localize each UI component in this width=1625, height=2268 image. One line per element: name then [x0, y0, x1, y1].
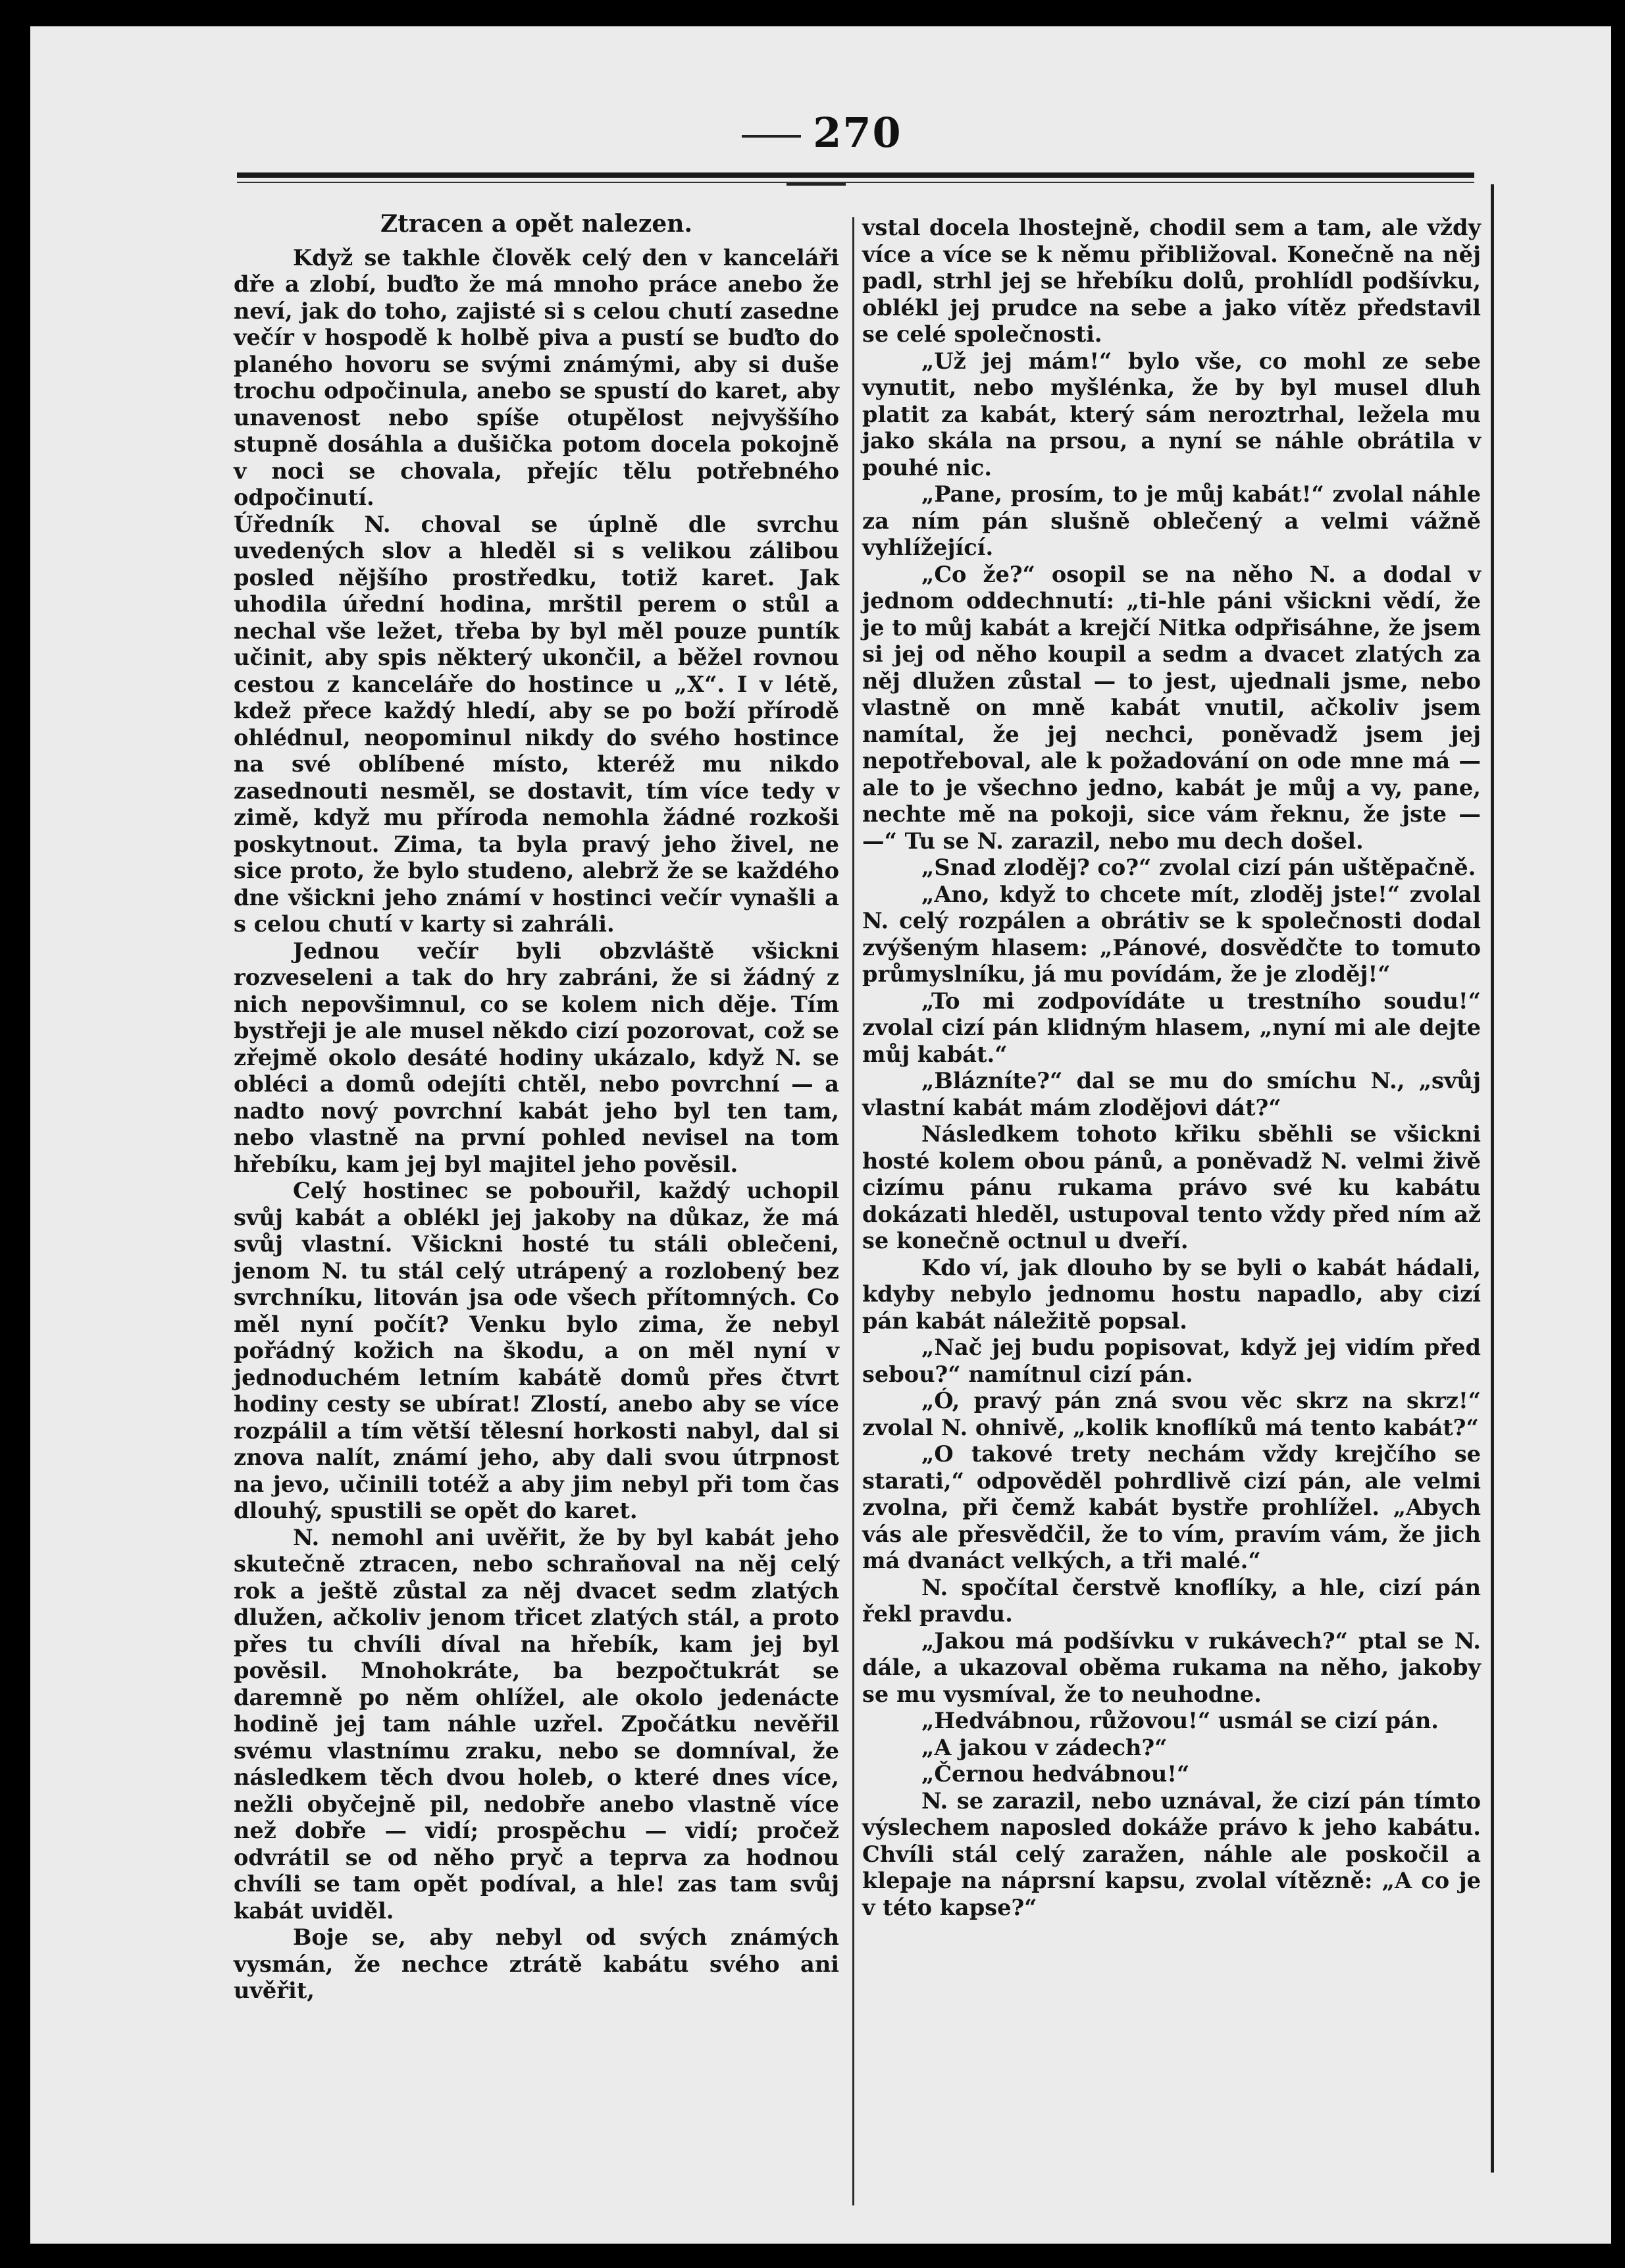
paragraph: N. se zarazil, nebo uznával, že cizí pán tímto výslechem naposled dokáže právo k jeho kabátu. Chvíli stál celý zaražen, náhle ale poskočil a klepaje na náprsní kapsu, zvolal vítězně: „A co je v této kapse?“ — [862, 1787, 1481, 1920]
paragraph: Když se takhle člověk celý den v kanceláři dře a zlobí, buďto že má mnoho práce anebo že neví, jak do toho, zajisté si s celou chutí zasedne večír v hospodě k holbě piva a pustí se buďto do planého hovoru se svými známými, aby si duše trochu odpočinula, anebo se spustí do karet, aby unavenost nebo spíše otupělost nejvyššího stupně dosáhla a dušička potom docela pokojně v noci se chovala, přejíc tělu potřebného odpočinutí. — [234, 244, 839, 510]
header-rule — [237, 172, 1474, 178]
paragraph: „Ano, když to chcete mít, zloděj jste!“ zvolal N. celý rozpálen a obrátiv se k společnosti dodal zvýšeným hlasem: „Pánové, dosvědčte to tomuto průmyslníku, já mu povídám, že je zloděj!“ — [862, 880, 1481, 987]
paragraph: N. nemohl ani uvěřit, že by byl kabát jeho skutečně ztracen, nebo schraňoval na něj celý rok a ještě zůstal za něj dvacet sedm zlatých dlužen, ačkoliv jenom třicet zlatých stál, a proto přes tu chvíli díval na hřebík, kam jej byl pověsil. Mnohokráte, ba bezpočtukrát se daremně po něm ohlížel, ale okolo jedenácte hodině jej tam náhle uzřel. Zpočátku nevěřil svému vlastnímu zraku, nebo se domníval, že následkem těch dvou holeb, o které dnes více, nežli obyčejně pil, nedobře anebo vlastně více než dobře — vidí; prospěchu — vidí; pročež odvrátil se od něho pryč a teprva za hodnou chvíli se tam opět podíval, a hle! zas tam svůj kabát uviděl. — [234, 1523, 839, 1924]
paragraph: vstal docela lhostejně, chodil sem a tam, ale vždy více a více se k němu přibližoval. Konečně na něj padl, strhl jej se hřebíku dolů, prohlídl podšívku, oblékl jej prudce na sebe a jako vítěz představil se celé společnosti. — [862, 214, 1481, 347]
paragraph: „Už jej mám!“ bylo vše, co mohl ze sebe vynutit, nebo myšlénka, že by byl musel dluh platit za kabát, který sám neroztrhal, ležela mu jako skála na prsou, a nyní se náhle obrátila v pouhé nic. — [862, 347, 1481, 481]
paragraph: Jednou večír byli obzvláště všickni rozveseleni a tak do hry zabráni, že si žádný z nich nepovšimnul, co se kolem nich děje. Tím bystřeji je ale musel někdo cizí pozorovat, což se zřejmě okolo desáté hodiny ukázalo, když N. se obléci a domů odejíti chtěl, nebo povrchní — a nadto nový povrchní kabát jeho byl ten tam, nebo vlastně na první pohled nevisel na tom hřebíku, kam jej byl majitel jeho pověsil. — [234, 937, 839, 1177]
paragraph: Úředník N. choval se úplně dle svrchu uvedených slov a hleděl si s velikou zálibou posled nějšího prostředku, totiž karet. Jak uhodila úřední hodina, mrštil perem o stůl a nechal vše ležet, třeba by byl měl pouze puntík učinit, aby spis některý ukončil, a běžel rovnou cestou z kanceláře do hostince u „X“. I v létě, kdež přece každý hledí, aby se po boží přírodě ohlédnul, neopominul nikdy do svého hostince na své oblíbené místo, kteréž mu nikdo zasednouti nesměl, se dostavit, tím více tedy v zimě, když mu příroda nemohla žádné rozkoši poskytnout. Zima, ta byla pravý jeho živel, ne sice proto, že bylo studeno, alebrž že se každého dne všickni jeho známí v hostinci večír vynašli a s celou chutí v karty si zahráli. — [234, 510, 839, 937]
article-title: Ztracen a opět nalezen. — [380, 210, 692, 238]
paragraph: „A jakou v zádech?“ — [921, 1733, 1168, 1760]
paragraph: Boje se, aby nebyl od svých známých vysmán, že nechce ztrátě kabátu svého ani uvěřit, — [234, 1924, 839, 2003]
paragraph: „Hedvábnou, růžovou!“ usmál se cizí pán. — [921, 1707, 1439, 1733]
paragraph: Celý hostinec se pobouřil, každý uchopil svůj kabát a oblékl jej jakoby na důkaz, že má svůj vlastní. Všickni hosté tu stáli oblečeni, jenom N. tu stál celý utrápený a rozlobený bez svrchníku, litován jsa ode všech přítomných. Co měl nyní počít? Venku bylo zima, že nebyl pořádný kožich na škodu, a on měl nyní v jednoduchém letním kabátě domů přes čtvrt hodiny cesty se ubírat! Zlostí, anebo aby se více rozpálil a tím větší tělesní horkosti nabyl, dal si znova nalít, známí jeho, aby dali svou útrpnost na jevo, učinili totéž a aby jim nebyl při tom čas dlouhý, spustili se opět do karet. — [234, 1177, 839, 1523]
header-rule-thin — [237, 182, 1474, 183]
column-divider — [852, 217, 854, 2205]
paragraph: „Jakou má podšívku v rukávech?“ ptal se N. dále, a ukazoval oběma rukama na něho, jakoby se mu vysmíval, že to neuhodne. — [862, 1627, 1481, 1707]
paragraph: „O takové trety nechám vždy krejčího se starati,“ odpověděl pohrdlivě cizí pán, ale velmi zvolna, při čemž kabát bystře prohlížel. „Abych vás ale přesvědčil, že to vím, pravím vám, že jich má dvanáct velkých, a tři malé.“ — [862, 1440, 1481, 1573]
paragraph: N. spočítal čerstvě knoflíky, a hle, cizí pán řekl pravdu. — [862, 1573, 1481, 1627]
paragraph: „Pane, prosím, to je můj kabát!“ zvolal náhle za ním pán slušně oblečený a velmi vážně vyhlížející. — [862, 481, 1481, 560]
right-column — [862, 214, 1481, 1920]
paragraph: „Blázníte?“ dal se mu do smíchu N., „svůj vlastní kabát mám zlodějovi dát?“ — [862, 1067, 1481, 1121]
paragraph: „Snad zloděj? co?“ zvolal cizí pán uštěpačně. — [921, 854, 1476, 880]
paragraph: „Nač jej budu popisovat, když jej vidím před sebou?“ namítnul cizí pán. — [862, 1334, 1481, 1387]
right-border-rule — [1491, 184, 1494, 2173]
page-number: 270 — [717, 109, 915, 205]
left-column — [234, 211, 839, 2004]
paragraph: Kdo ví, jak dlouho by se byli o kabát hádali, kdyby nebylo jednomu hostu napadlo, aby cizí pán kabát náležitě popsal. — [862, 1253, 1481, 1334]
paragraph: Následkem tohoto křiku sběhli se všickni hosté kolem obou pánů, a poněvadž N. velmi živě cizímu pánu rukama právo své ku kabátu dokázati hleděl, ustupoval tento vždy před ním až se konečně octnul u dveří. — [862, 1121, 1481, 1253]
paragraph: „Ó, pravý pán zná svou věc skrz na skrz!“ zvolal N. ohnivě, „kolik knoflíků má tento kabát?“ — [862, 1387, 1481, 1440]
paragraph: „Co že?“ osopil se na něho N. a dodal v jednom oddechnutí: „ti-hle páni všickni vědí, že je to můj kabát a krejčí Nitka odpřisáhne, že jsem si jej od něho koupil a sedm a dvacet zlatých za něj dlužen zůstal — to jest, ujednali jsme, nebo vlastně on mně kabát vnutil, ačkoliv jsem namítal, že jej nechci, poněvadž jsem jej nepotřeboval, ale k požadování on ode mne má — ale to je všechno jedno, kabát je můj a vy, pane, nechte mě na pokoji, sice vám řeknu, že jste — —“ Tu se N. zarazil, nebo mu dech došel. — [862, 560, 1481, 854]
paragraph: „To mi zodpovídáte u trestního soudu!“ zvolal cizí pán klidným hlasem, „nyní mi ale dejte můj kabát.“ — [862, 987, 1481, 1067]
paragraph: „Černou hedvábnou!“ — [921, 1760, 1190, 1787]
